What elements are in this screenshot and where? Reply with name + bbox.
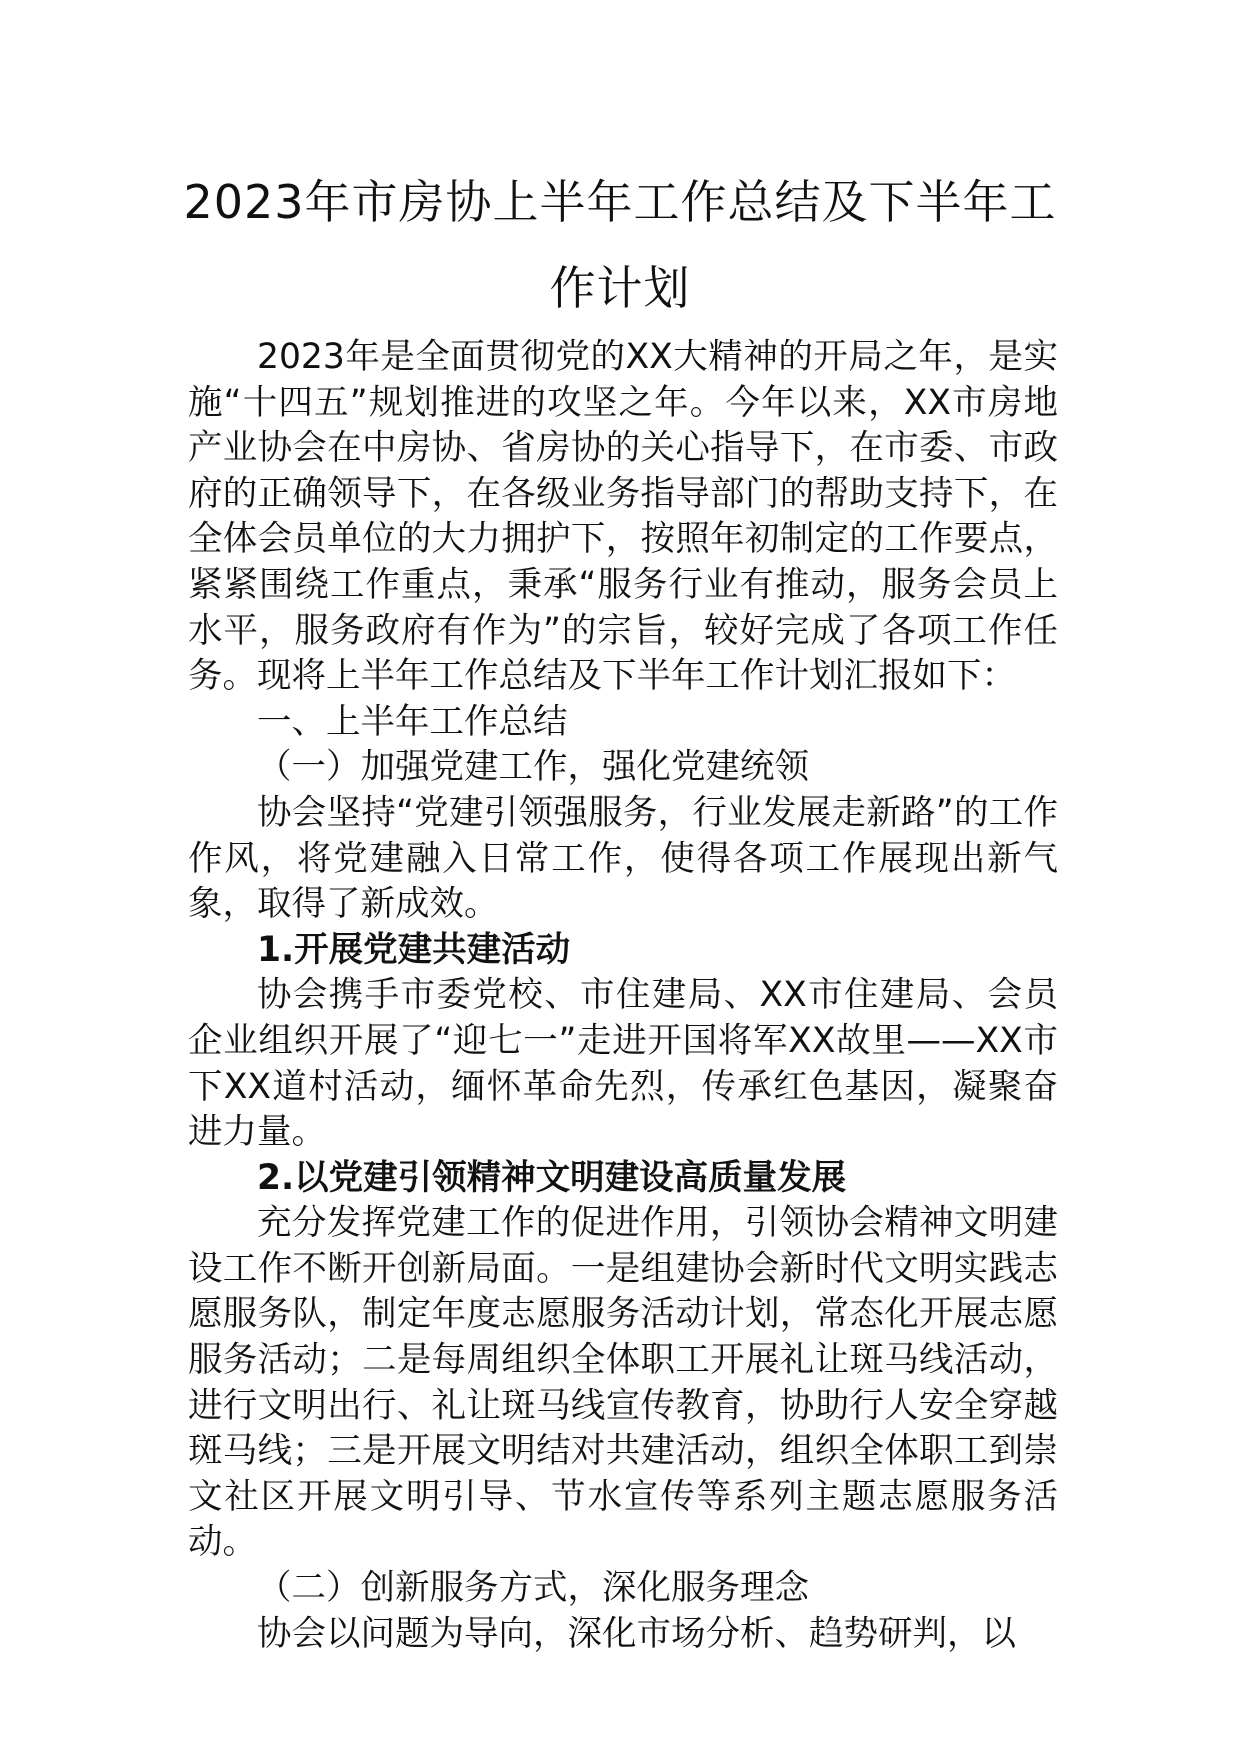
section-heading-1: 一、上半年工作总结 bbox=[257, 701, 568, 742]
subsection-heading-2: （二）创新服务方式，深化服务理念 bbox=[257, 1568, 809, 1609]
subsection-2-paragraph: 协会以问题为导向，深化市场分析、趋势研判，以 bbox=[257, 1613, 1016, 1654]
item-heading-1: 1.开展党建共建活动 bbox=[257, 929, 571, 970]
item-2-paragraph: 充分发挥党建工作的促进作用，引领协会精神文明建设工作不断开创新局面。一是组建协会新时代文明实践志愿服务队，制定年度志愿服务活动计划，常态化开展志愿服务活动；二是每周组织全体职工开展礼让斑马线活动，进行文明出行、礼让斑马线宣传教育，协助行人安全穿越斑马线；三是开展文明结对共建活动，组织全体职工到崇文社区开展文明引导、节水宣传等系列主题志愿服务活动。 bbox=[188, 1203, 1058, 1563]
document-title-line-1: 2023年市房协上半年工作总结及下半年工 bbox=[183, 175, 1057, 229]
document-title-line-2: 作计划 bbox=[549, 261, 691, 315]
subsection-heading-1: （一）加强党建工作，强化党建统领 bbox=[257, 747, 809, 788]
intro-paragraph: 2023年是全面贯彻党的XX大精神的开局之年，是实施“十四五”规划推进的攻坚之年。今年以来，XX市房地产业协会在中房协、省房协的关心指导下，在市委、市政府的正确领导下，在各级业务指导部门的帮助支持下，在全体会员单位的大力拥护下，按照年初制定的工作要点，紧紧围绕工作重点，秉承“服务行业有推动，服务会员上水平，服务政府有作为”的宗旨，较好完成了各项工作任务。现将上半年工作总结及下半年工作计划汇报如下： bbox=[188, 337, 1058, 697]
item-heading-2: 2.以党建引领精神文明建设高质量发展 bbox=[257, 1157, 847, 1198]
item-1-paragraph: 协会携手市委党校、市住建局、XX市住建局、会员企业组织开展了“迎七一”走进开国将军XX故里——XX市下XX道村活动，缅怀革命先烈，传承红色基因，凝聚奋进力量。 bbox=[188, 975, 1058, 1153]
document-body bbox=[188, 335, 1058, 1657]
subsection-1-paragraph: 协会坚持“党建引领强服务，行业发展走新路”的工作作风，将党建融入日常工作，使得各项工作展现出新气象，取得了新成效。 bbox=[188, 792, 1058, 925]
